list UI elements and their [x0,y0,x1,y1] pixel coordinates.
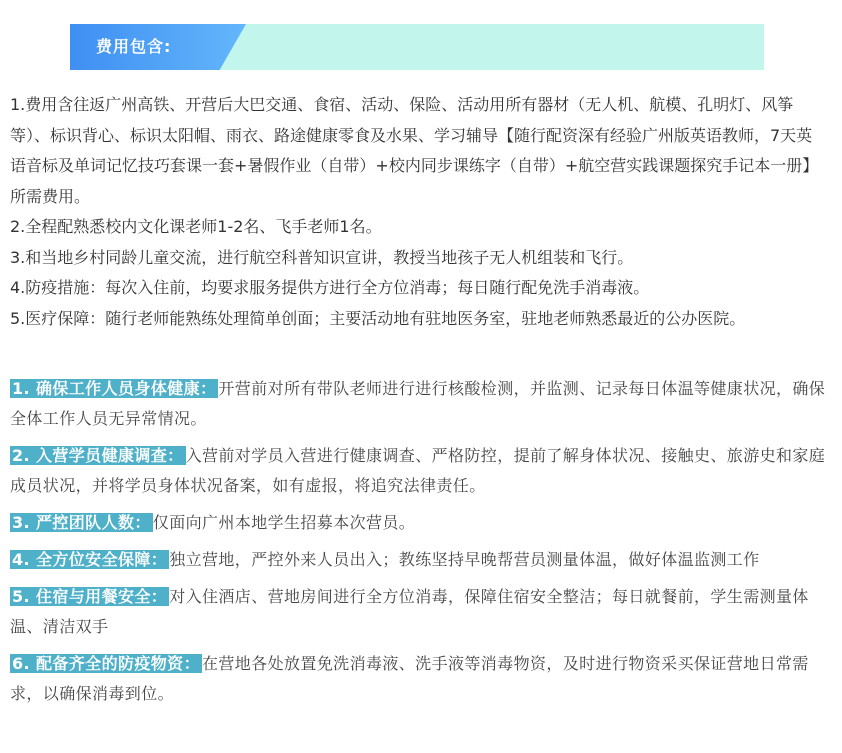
measure-item [10,545,828,575]
fee-item: 2.全程配熟悉校内文化课老师1-2名、飞手老师1名。 [10,217,382,236]
measure-label: 3. 严控团队人数： [12,513,151,532]
measure-item [10,374,828,434]
measure-text: 仅面向广州本地学生招募本次营员。 [152,513,416,532]
measure-label: 4. 全方位安全保障： [12,550,168,569]
measure-label: 6. 配备齐全的防疫物资： [12,654,200,673]
measure-label: 1. 确保工作人员身体健康： [12,379,217,398]
banner-title: 费用包含: [96,37,172,56]
safety-measures-list [10,374,828,716]
measure-text: 开营前对所有带队老师进行进行核酸检测，并监测、记录每日体温等健康状况，确保全体工作人员无异常情况。 [10,379,826,428]
fee-includes-list [10,90,828,334]
fee-item: 4.防疫措施：每次入住前，均要求服务提供方进行全方位消毒；每日随行配免洗手消毒液。 [10,278,650,297]
measure-text: 入营前对学员入营进行健康调查、严格防控，提前了解身体状况、接触史、旅游史和家庭成员状况，并将学员身体状况备案，如有虚报，将追究法律责任。 [10,446,826,495]
measure-item [10,508,828,538]
measure-text: 独立营地，严控外来人员出入；教练坚持早晚帮营员测量体温，做好体温监测工作 [169,550,760,569]
measure-text: 在营地各处放置免洗消毒液、洗手液等消毒物资，及时进行物资采买保证营地日常需求，以确保消毒到位。 [10,654,809,703]
measure-item [10,441,828,501]
fee-item: 3.和当地乡村同龄儿童交流，进行航空科普知识宣讲，教授当地孩子无人机组装和飞行。 [10,247,634,267]
fee-item: 1.费用含往返广州高铁、开营后大巴交通、食宿、活动、保险、活动用所有器材（无人机、航模、孔明灯、风筝等）、标识背心、标识太阳帽、雨衣、路途健康零食及水果、学习辅导【随行配资深有经验广州版英语教师，7天英语音标及单词记忆技巧套课一套+暑假作业（自带）+校内同步课练字（自带）+航空营实践课题探究手记本一册】所需费用。 [10,95,819,206]
measure-item [10,582,828,642]
measure-item [10,649,828,709]
measure-label: 5. 住宿与用餐安全： [12,587,168,606]
fee-item: 5.医疗保障：随行老师能熟练处理简单创面；主要活动地有驻地医务室，驻地老师熟悉最近的公办医院。 [10,308,746,328]
measure-label: 2. 入营学员健康调查： [12,446,184,465]
measure-text: 对入住酒店、营地房间进行全方位消毒，保障住宿安全整洁；每日就餐前，学生需测量体温、清洁双手 [10,587,809,636]
